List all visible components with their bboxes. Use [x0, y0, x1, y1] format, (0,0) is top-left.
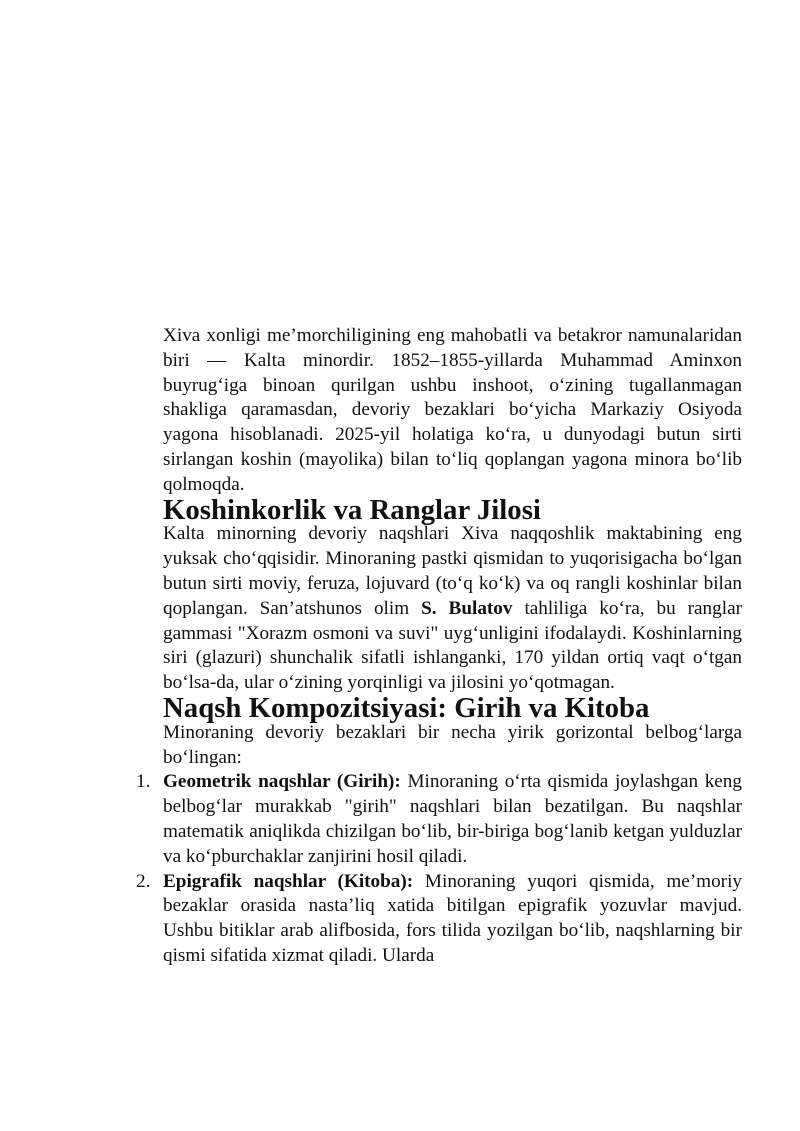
document-body — [136, 324, 742, 969]
tiling-paragraph — [163, 522, 742, 696]
list-number: 2. — [136, 870, 151, 892]
section-heading-tiling: Koshinkorlik va Ranglar Jilosi — [163, 493, 541, 526]
ornament-list — [136, 770, 742, 968]
list-item — [136, 870, 742, 969]
list-item-text: Minoraning yuqori qismida, me’moriy bezaklar orasida nasta’liq xatida bitilgan epigrafik yozuvlar mavjud. Ushbu bitiklar arab alifbosida, fors tilida yozilgan bo‘lib, naqshlarning bir qismi sifatida xizmat qiladi. Ularda — [163, 870, 742, 966]
list-number: 1. — [136, 771, 151, 793]
list-item-title: Epigrafik naqshlar (Kitoba): — [163, 870, 414, 892]
tiling-text-before: Kalta minorning devoriy naqshlari Xiva naqqoshlik maktabining eng yuksak cho‘qqisidir. Minoraning pastki qismidan to yuqorisigacha bo‘lgan butun sirti moviy, feruza, lojuvard (to‘q ko‘k) va oq rangli koshinlar bilan qoplangan. San’atshunos olim — [163, 523, 742, 619]
section-heading-composition: Naqsh Kompozitsiyasi: Girih va Kitoba — [163, 691, 650, 724]
list-item — [136, 770, 742, 869]
composition-intro: Minoraning devoriy bezaklari bir necha yirik gorizontal belbog‘larga bo‘lingan: — [163, 721, 742, 768]
tiling-text-after: tahliliga ko‘ra, bu ranglar gammasi "Xorazm osmoni va suvi" uyg‘unligini ifodalaydi. Koshinlarning siri (glazuri) shunchalik sifatli ishlanganki, 170 yildan ortiq vaqt o‘tgan bo‘lsa-da, ular o‘zining yorqinligi va jilosini yo‘qotmagan. — [163, 597, 742, 694]
scholar-name: S. Bulatov — [421, 597, 513, 619]
intro-paragraph: Xiva xonligi me’morchiligining eng mahobatli va betakror namunalaridan biri — Kalta minordir. 1852–1855-yillarda Muhammad Aminxon buyrug‘iga binoan qurilgan ushbu inshoot, o‘zining tugallanmagan shakliga qaramasdan, devoriy bezaklari bo‘yicha Markaziy Osiyoda yagona hisoblanadi. 2025-yil holatiga ko‘ra, u dunyodagi butun sirti sirlangan koshin (mayolika) bilan to‘liq qoplangan yagona minora bo‘lib qolmoqda. — [163, 325, 742, 495]
list-item-title: Geometrik naqshlar (Girih): — [163, 771, 401, 793]
list-item-text: Minoraning o‘rta qismida joylashgan keng belbog‘lar murakkab "girih" naqshlari bilan bezatilgan. Bu naqshlar matematik aniqlikda chizilgan bo‘lib, bir-biriga bog‘lanib ketgan yulduzlar va ko‘pburchaklar zanjirini hosil qiladi. — [163, 771, 742, 867]
